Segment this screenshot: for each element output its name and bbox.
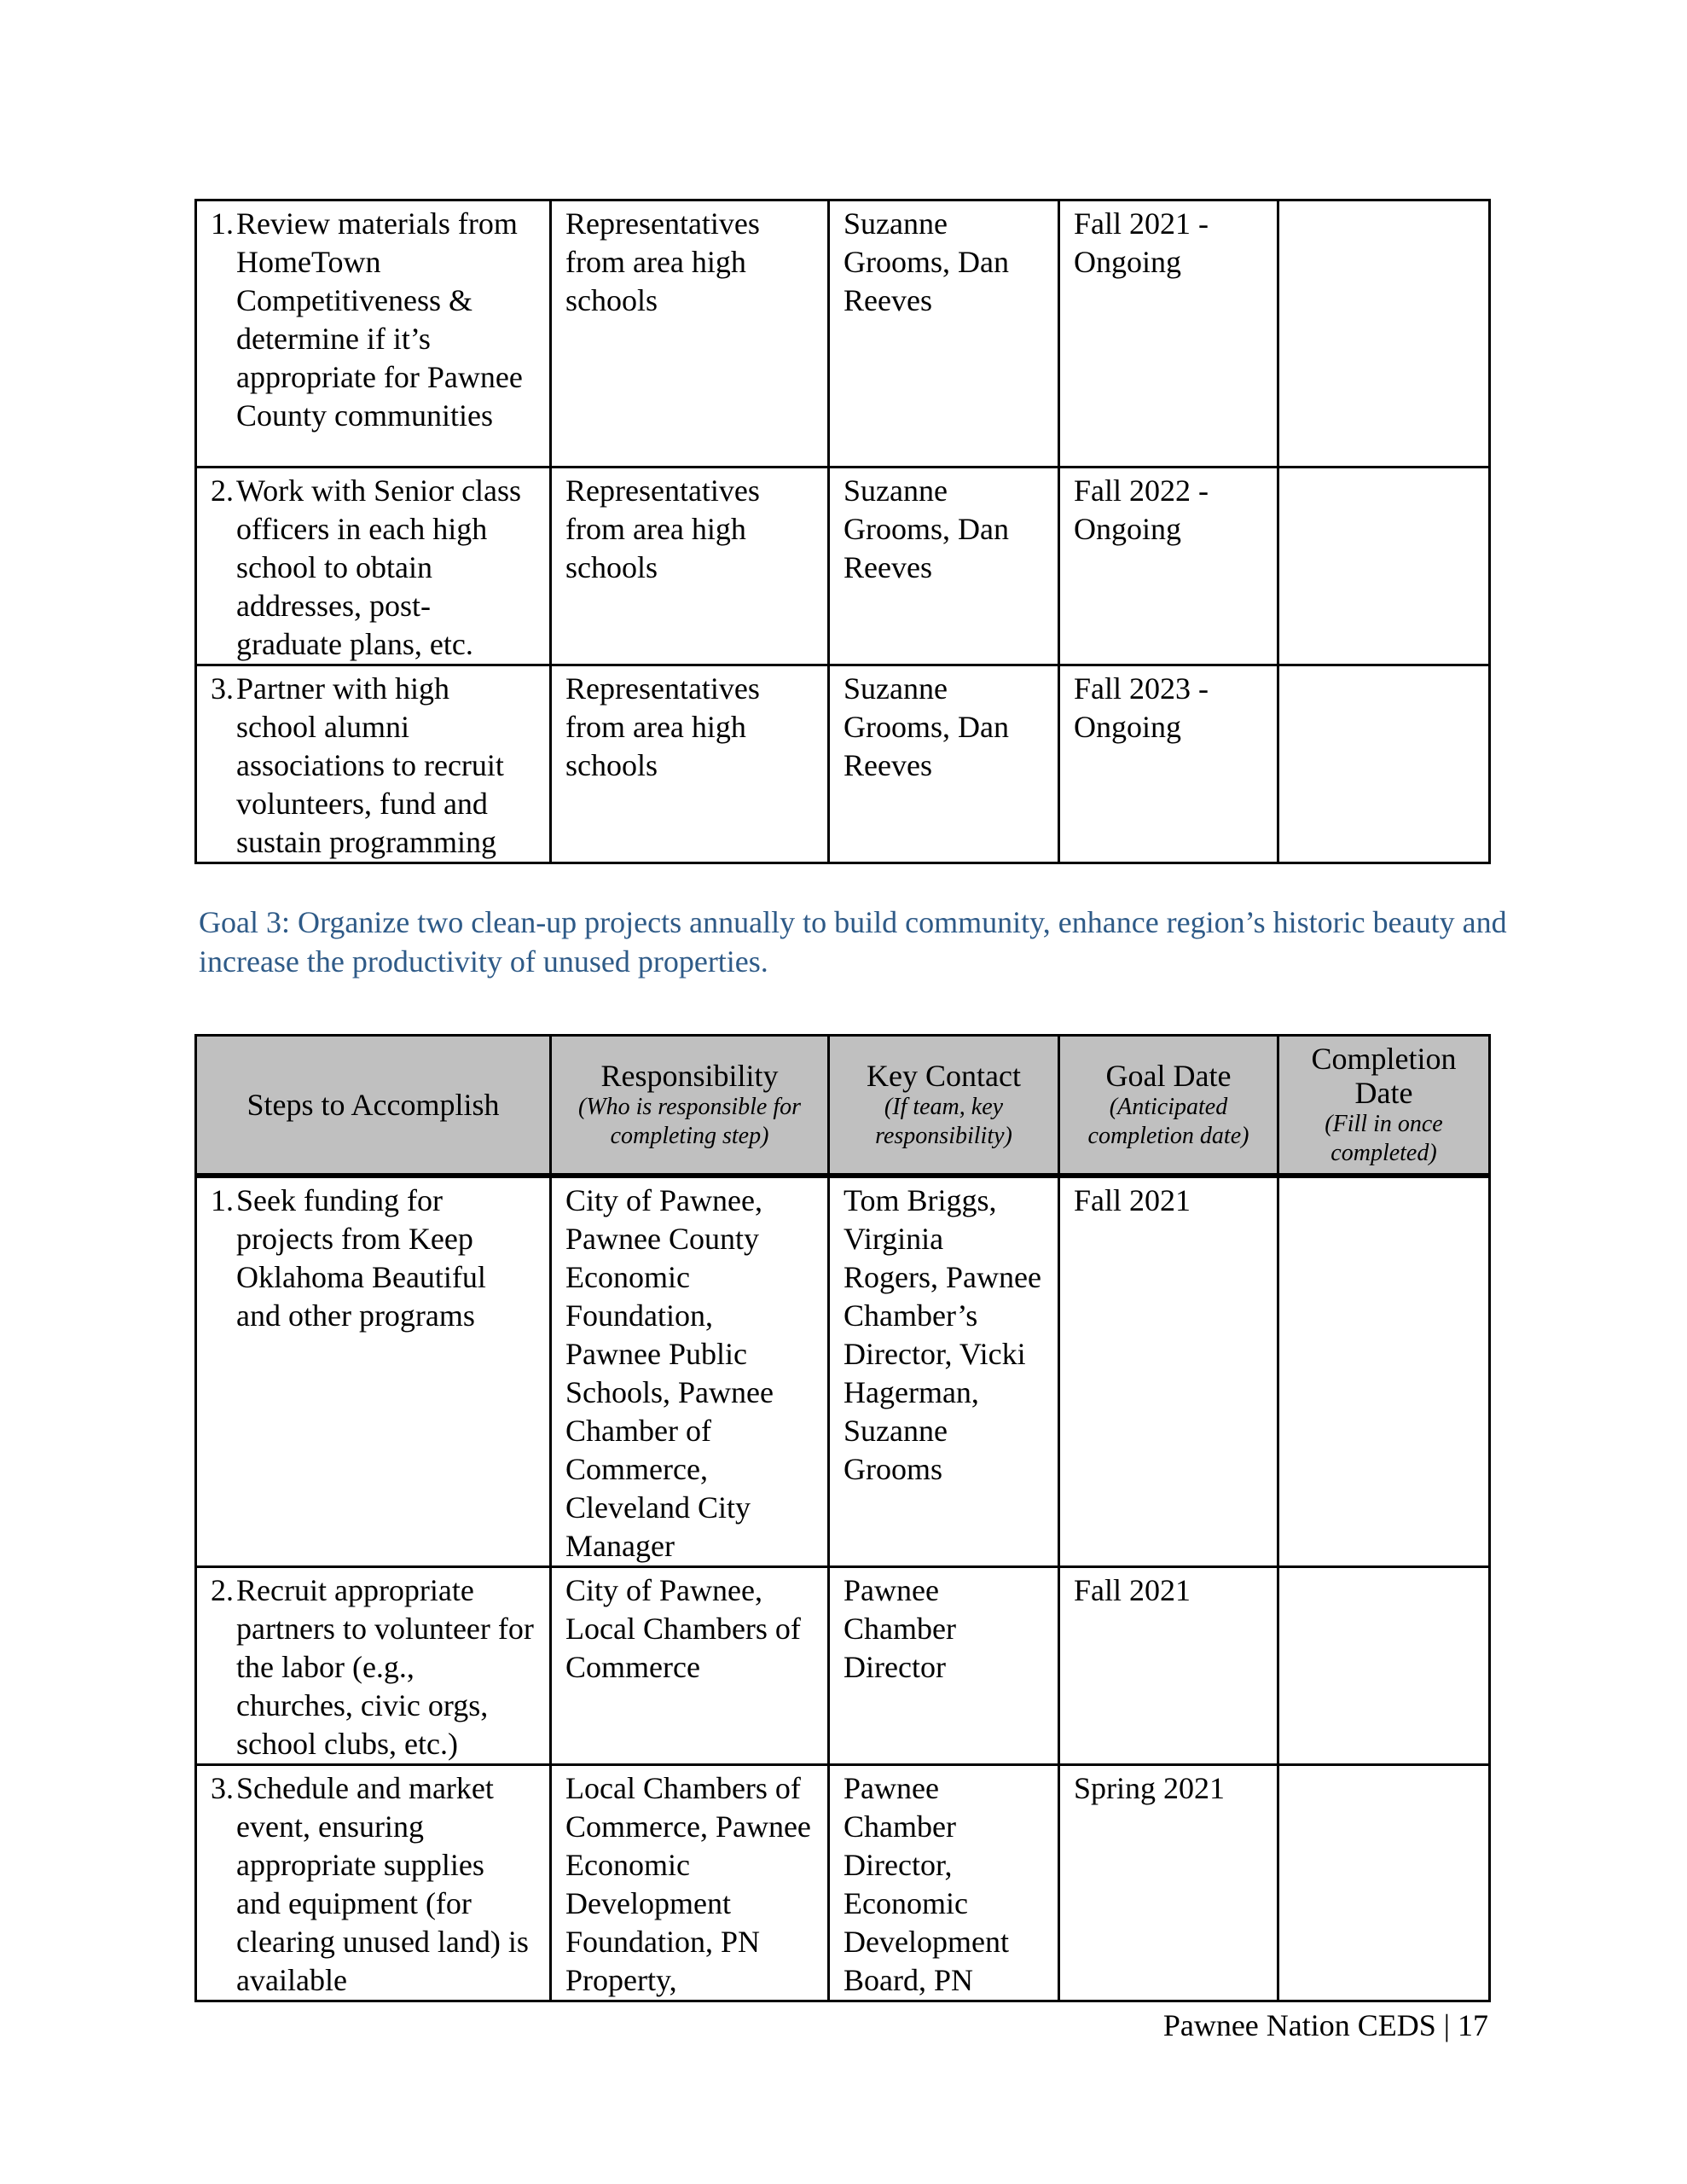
page-footer: Pawnee Nation CEDS | 17 (1162, 2008, 1488, 2042)
goal-3-heading: Goal 3: Organize two clean-up projects annually to build community, enhance region’s historic beauty and increase the productivity of unused properties. (199, 905, 1507, 979)
responsibility-cell: Local Chambers of Commerce, Pawnee Economic Development Foundation, PN Property, (551, 1765, 829, 2001)
goal-date-cell: Fall 2023 - Ongoing (1059, 665, 1278, 863)
table-row (196, 665, 1490, 863)
header-steps (196, 1036, 551, 1176)
completion-date-cell (1278, 468, 1490, 665)
key-contact-cell: Suzanne Grooms, Dan Reeves (829, 200, 1059, 468)
step-number: 2. (211, 1573, 234, 1607)
header-completion-date (1278, 1036, 1490, 1176)
step-number: 2. (211, 473, 234, 508)
step-text: Recruit appropriate partners to volunteer for the labor (e.g., churches, civic orgs, school clubs, etc.) (236, 1573, 534, 1761)
step-text: Review materials from HomeTown Competitiveness & determine if it’s appropriate for Pawnee County communities (236, 206, 523, 433)
header-completion-date-subtitle: (Fill in once completed) (1325, 1111, 1443, 1166)
step-cell (196, 1765, 551, 2001)
key-contact-cell: Suzanne Grooms, Dan Reeves (829, 468, 1059, 665)
step-cell (196, 468, 551, 665)
step-number: 3. (211, 671, 234, 706)
responsibility-cell: Representatives from area high schools (551, 200, 829, 468)
goal-date-cell: Fall 2021 - Ongoing (1059, 200, 1278, 468)
step-number: 3. (211, 1771, 234, 1805)
step-cell (196, 1176, 551, 1567)
goal-date-cell: Fall 2021 (1059, 1567, 1278, 1765)
responsibility-cell: Representatives from area high schools (551, 468, 829, 665)
completion-date-cell (1278, 1567, 1490, 1765)
goal-date-cell: Spring 2021 (1059, 1765, 1278, 2001)
responsibility-cell: City of Pawnee, Local Chambers of Commerce (551, 1567, 829, 1765)
key-contact-cell: Suzanne Grooms, Dan Reeves (829, 665, 1059, 863)
goal-date-cell: Fall 2021 (1059, 1176, 1278, 1567)
responsibility-cell: City of Pawnee, Pawnee County Economic Foundation, Pawnee Public Schools, Pawnee Chamber of Commerce, Cleveland City Manager (551, 1176, 829, 1567)
table-row (196, 1765, 1490, 2001)
action-plan-table-goal-3 (194, 1034, 1491, 2002)
header-key-contact-subtitle: (If team, key responsibility) (875, 1094, 1012, 1149)
completion-date-cell (1278, 1765, 1490, 2001)
key-contact-cell: Tom Briggs, Virginia Rogers, Pawnee Chamber’s Director, Vicki Hagerman, Suzanne Grooms (829, 1176, 1059, 1567)
table-header-row (196, 1036, 1490, 1176)
step-cell (196, 200, 551, 468)
table-row (196, 200, 1490, 468)
table-row (196, 1567, 1490, 1765)
step-text: Work with Senior class officers in each high school to obtain addresses, post-graduate plans, etc. (236, 473, 522, 661)
header-completion-date-label: Completion Date (1311, 1042, 1457, 1110)
header-responsibility-subtitle: (Who is responsible for completing step) (577, 1094, 802, 1149)
key-contact-cell: Pawnee Chamber Director (829, 1567, 1059, 1765)
header-goal-date (1059, 1036, 1278, 1176)
header-goal-date-subtitle: (Anticipated completion date) (1087, 1094, 1249, 1149)
header-steps-label: Steps to Accomplish (246, 1088, 500, 1122)
key-contact-cell: Pawnee Chamber Director, Economic Development Board, PN (829, 1765, 1059, 2001)
action-plan-table-goal-2 (194, 199, 1491, 864)
header-goal-date-label: Goal Date (1105, 1059, 1232, 1093)
step-text: Schedule and market event, ensuring appropriate supplies and equipment (for clearing unused land) is available (236, 1771, 529, 1997)
step-number: 1. (211, 1183, 234, 1217)
step-cell (196, 1567, 551, 1765)
step-number: 1. (211, 206, 234, 241)
responsibility-cell: Representatives from area high schools (551, 665, 829, 863)
header-key-contact-label: Key Contact (867, 1059, 1021, 1093)
table-row (196, 1176, 1490, 1567)
completion-date-cell (1278, 1176, 1490, 1567)
completion-date-cell (1278, 665, 1490, 863)
step-cell (196, 665, 551, 863)
step-text: Partner with high school alumni associations to recruit volunteers, fund and sustain programming (236, 671, 504, 859)
header-responsibility (551, 1036, 829, 1176)
header-responsibility-label: Responsibility (600, 1059, 779, 1093)
goal-date-cell: Fall 2022 - Ongoing (1059, 468, 1278, 665)
step-text: Seek funding for projects from Keep Oklahoma Beautiful and other programs (236, 1183, 486, 1333)
completion-date-cell (1278, 200, 1490, 468)
table-row (196, 468, 1490, 665)
header-key-contact (829, 1036, 1059, 1176)
